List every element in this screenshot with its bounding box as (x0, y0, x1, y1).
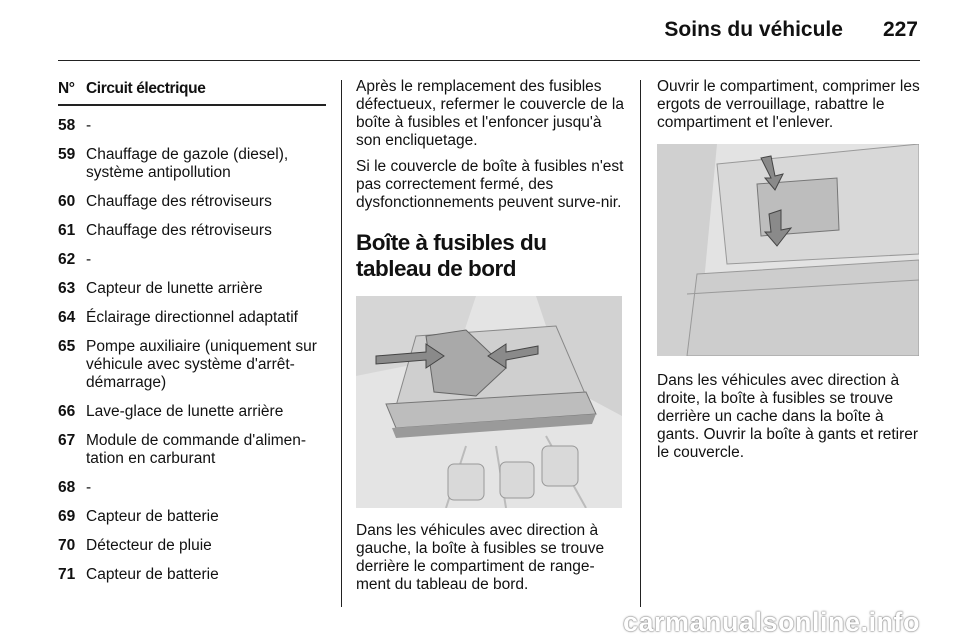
fuse-number: 61 (58, 222, 76, 239)
column-divider (341, 80, 342, 607)
circuit-description: Chauffage des rétroviseurs (86, 222, 272, 239)
table-row (58, 566, 326, 584)
circuit-description: - (86, 479, 92, 496)
circuit-description: Capteur de batterie (86, 566, 219, 583)
table-row (58, 479, 326, 497)
paragraph-close-cover: Après le remplacement des fusibles défectueux, refermer le couvercle de la boîte à fusibles et l'enfoncer jusqu'à son encliquetage. (356, 78, 624, 149)
fuse-number: 63 (58, 280, 76, 297)
table-row (58, 146, 326, 182)
fuse-number: 58 (58, 117, 76, 134)
table-row (58, 508, 326, 526)
fuse-number: 59 (58, 146, 76, 163)
circuit-description: - (86, 251, 92, 268)
table-row (58, 280, 326, 298)
fuse-number: 68 (58, 479, 76, 496)
circuit-description: Chauffage de gazole (diesel), système antipollution (86, 146, 289, 181)
right-column (657, 78, 922, 470)
circuit-description: Capteur de lunette arrière (86, 280, 263, 297)
table-row (58, 251, 326, 269)
circuit-description: Éclairage directionnel adaptatif (86, 309, 298, 326)
circuit-description: Capteur de batterie (86, 508, 219, 525)
table-row (58, 309, 326, 327)
section-heading: Boîte à fusibles du tableau de bord (356, 230, 547, 281)
fuse-number: 69 (58, 508, 76, 525)
fuse-number: 66 (58, 403, 76, 420)
fuse-number: 67 (58, 432, 76, 449)
table-row (58, 117, 326, 135)
caption-lhd: Dans les véhicules avec direction à gauche, la boîte à fusibles se trouve derrière le compartiment de range-ment du tableau de bord. (356, 522, 605, 593)
fuse-number: 64 (58, 309, 76, 326)
circuit-description: Chauffage des rétroviseurs (86, 193, 272, 210)
table-row (58, 432, 326, 468)
page-header (664, 18, 918, 42)
fuse-number: 70 (58, 537, 76, 554)
column-number-header: N° (58, 80, 75, 97)
fuse-number: 71 (58, 566, 76, 583)
circuit-description: Détecteur de pluie (86, 537, 212, 554)
table-body (58, 117, 326, 584)
watermark: carmanualsonline.info (622, 607, 920, 637)
fuse-table (58, 80, 326, 584)
header-title: Soins du véhicule (664, 18, 843, 41)
table-row (58, 403, 326, 421)
page-number: 227 (882, 18, 918, 41)
column-circuit-header: Circuit électrique (86, 80, 206, 97)
table-row (58, 338, 326, 392)
fuse-number: 62 (58, 251, 76, 268)
circuit-description: Lave-glace de lunette arrière (86, 403, 284, 420)
table-row (58, 193, 326, 211)
table-row (58, 537, 326, 555)
paragraph-open-compartment: Ouvrir le compartiment, comprimer les ergots de verrouillage, rabattre le compartiment et l'enlever. (657, 78, 920, 131)
dashboard-fusebox-illustration (356, 296, 622, 508)
header-rule (58, 60, 920, 61)
glovebox-illustration (657, 144, 919, 356)
circuit-description: Pompe auxiliaire (uniquement sur véhicule avec système d'arrêt-démarrage) (86, 338, 317, 391)
table-header (58, 80, 326, 106)
fuse-number: 60 (58, 193, 76, 210)
circuit-description: - (86, 117, 92, 134)
circuit-description: Module de commande d'alimen-tation en carburant (86, 432, 307, 467)
column-divider (640, 80, 641, 607)
paragraph-warning: Si le couvercle de boîte à fusibles n'est pas correctement fermé, des dysfonctionnements peuvent surve-nir. (356, 158, 624, 211)
table-row (58, 222, 326, 240)
middle-column (356, 78, 624, 602)
caption-rhd: Dans les véhicules avec direction à droite, la boîte à fusibles se trouve derrière un cache dans la boîte à gants. Ouvrir la boîte à gants et retirer le couvercle. (657, 372, 919, 461)
fuse-number: 65 (58, 338, 76, 355)
